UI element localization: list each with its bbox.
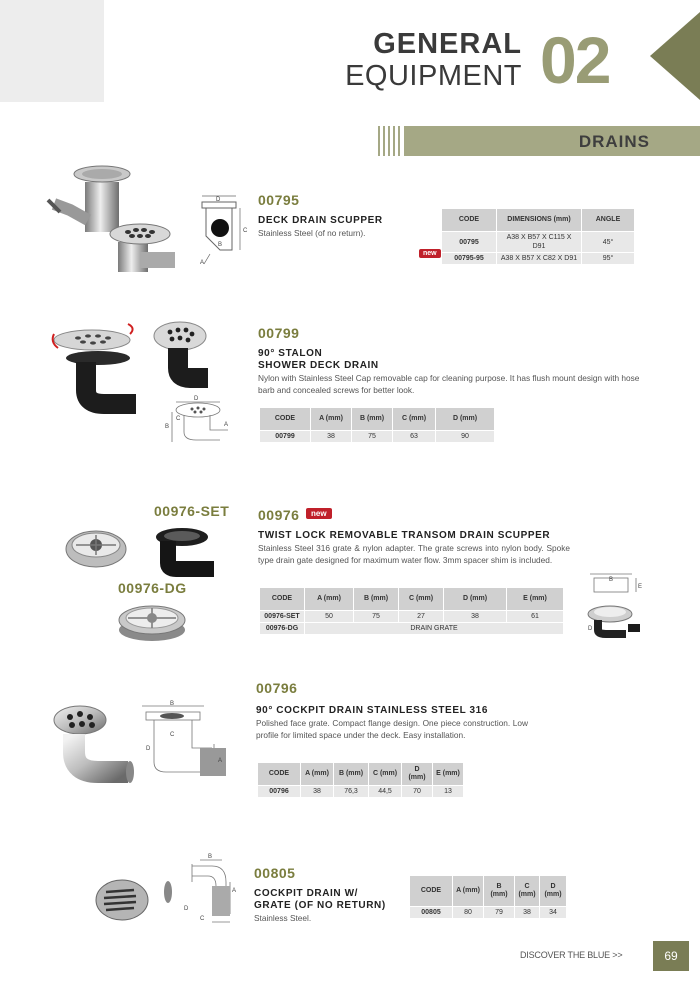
product-code: 00805 xyxy=(254,865,296,881)
chapter-number: 02 xyxy=(540,23,610,97)
section-title: DRAINS xyxy=(578,132,650,151)
table-header: A (mm) xyxy=(305,588,353,610)
product-photo-00799 xyxy=(48,320,238,448)
table-row: 00976-DG DRAIN GRATE xyxy=(260,623,563,634)
product-description: Stainless Steel (of no return). xyxy=(258,228,366,238)
dim-label-b: B xyxy=(170,701,175,707)
dim-label-d: D xyxy=(588,626,593,632)
page-title-line1: GENERAL xyxy=(373,28,522,60)
product-title-line2: GRATE (OF NO RETURN) xyxy=(254,900,386,911)
product-title-line1: COCKPIT DRAIN W/ xyxy=(254,888,359,899)
dim-label-c: C xyxy=(170,732,175,738)
table-header: D (mm) xyxy=(444,588,506,610)
product-photo-00805 xyxy=(92,852,242,940)
page-number: 69 xyxy=(653,941,689,971)
product-photo-00795 xyxy=(40,160,190,275)
dim-label-c: C xyxy=(176,416,181,422)
table-row: 00796 38 76,3 44,5 70 13 xyxy=(258,786,463,797)
dim-label-b: B xyxy=(165,424,170,430)
table-header: B (mm) xyxy=(334,763,368,785)
section-stripes xyxy=(378,126,400,156)
corner-block xyxy=(0,0,104,102)
table-row: 00795-95 A38 X B57 X C82 X D91 95° xyxy=(442,253,634,264)
new-badge: new xyxy=(419,249,441,258)
table-header: CODE xyxy=(258,763,300,785)
spec-table-00976 xyxy=(259,587,564,635)
table-header: E (mm) xyxy=(433,763,463,785)
dim-label-d: D xyxy=(146,746,151,752)
product-description: Stainless Steel. xyxy=(254,913,312,923)
table-header: CODE xyxy=(410,876,452,906)
product-description: Polished face grate. Compact flange design. One piece construction. Low profile for limited space under the deck. Easy installation. xyxy=(256,718,528,740)
table-header: C (mm) xyxy=(515,876,539,906)
table-header: C (mm) xyxy=(369,763,401,785)
table-header: CODE xyxy=(442,209,496,231)
dim-label-d: D xyxy=(194,396,199,402)
product-photo-00796 xyxy=(50,700,240,790)
table-header: DIMENSIONS (mm) xyxy=(497,209,581,231)
footer-tagline: DISCOVER THE BLUE >> xyxy=(520,950,623,960)
dim-label-e: E xyxy=(638,584,643,590)
product-code: 00799 xyxy=(258,325,300,341)
table-header: B (mm) xyxy=(352,408,392,430)
dim-label-a: A xyxy=(218,758,223,764)
spec-table-00796 xyxy=(257,762,464,798)
table-header: C (mm) xyxy=(399,588,443,610)
dim-label-b: B xyxy=(609,577,614,583)
spec-table-00799 xyxy=(259,407,495,443)
table-header: A (mm) xyxy=(453,876,483,906)
dim-label-d: D xyxy=(216,197,221,203)
dim-label-b: B xyxy=(208,854,213,860)
product-code: 00795 xyxy=(258,192,300,208)
table-row: 00795 A38 X B57 X C115 X D91 45° xyxy=(442,232,634,252)
table-header: D (mm) xyxy=(540,876,566,906)
product-code: 00976 xyxy=(258,507,300,523)
table-row: 00799 38 75 63 90 xyxy=(260,431,494,442)
table-header: CODE xyxy=(260,408,310,430)
table-header: B (mm) xyxy=(484,876,514,906)
variant-label-dg: 00976-DG xyxy=(118,580,187,596)
table-header: D (mm) xyxy=(436,408,494,430)
table-header: C (mm) xyxy=(393,408,435,430)
new-badge: new xyxy=(306,508,332,519)
dim-label-d: D xyxy=(184,906,189,912)
table-header: CODE xyxy=(260,588,304,610)
dim-label-a: A xyxy=(200,260,205,266)
chapter-triangle xyxy=(650,12,700,100)
dim-label-c: C xyxy=(243,228,248,234)
product-photo-00976-set xyxy=(64,523,224,583)
dim-label-a: A xyxy=(224,422,229,428)
product-description: Stainless Steel 316 grate & nylon adapter. The grate screws into nylon body. Spoke type drain gate designed for maximum water flow. 3mm spacer shim is included. xyxy=(258,543,570,565)
table-header: ANGLE xyxy=(582,209,634,231)
table-header: A (mm) xyxy=(301,763,333,785)
spec-table-00795 xyxy=(441,208,635,265)
section-bar xyxy=(404,126,700,156)
table-row: 00805 80 79 38 34 xyxy=(410,907,566,918)
table-header: E (mm) xyxy=(507,588,563,610)
spec-table-00805 xyxy=(409,875,567,919)
table-row: 00976-SET 50 75 27 38 61 xyxy=(260,611,563,622)
table-header: A (mm) xyxy=(311,408,351,430)
dim-label-a: A xyxy=(232,888,237,894)
variant-label-set: 00976-SET xyxy=(154,503,230,519)
product-title: DECK DRAIN SCUPPER xyxy=(258,215,383,226)
product-title: TWIST LOCK REMOVABLE TRANSOM DRAIN SCUPPER xyxy=(258,530,551,541)
product-title-line2: SHOWER DECK DRAIN xyxy=(258,360,379,371)
dim-label-c: C xyxy=(200,916,205,922)
table-header: D (mm) xyxy=(402,763,432,785)
diagram-00795 xyxy=(190,192,252,270)
product-photo-00976-dg xyxy=(114,598,194,646)
diagram-00976 xyxy=(584,572,648,640)
product-code: 00796 xyxy=(256,680,298,696)
dim-label-b: B xyxy=(218,242,223,248)
product-title: 90° COCKPIT DRAIN STAINLESS STEEL 316 xyxy=(256,705,488,716)
product-description: Nylon with Stainless Steel Cap removable cap for cleaning purpose. It has flush mount design with hose barb and concealed screws for better look. xyxy=(258,373,640,395)
product-title-line1: 90° STALON xyxy=(258,348,323,359)
page-title-line2: EQUIPMENT xyxy=(345,60,522,92)
table-header: B (mm) xyxy=(354,588,398,610)
